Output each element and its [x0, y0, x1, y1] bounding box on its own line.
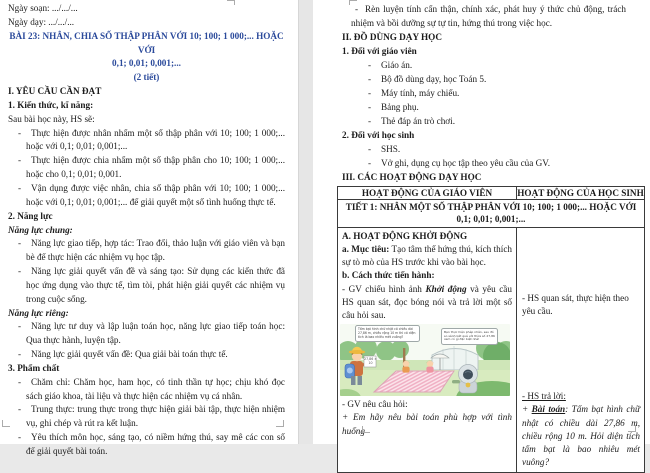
- heading-nang-luc: 2. Năng lực: [8, 210, 53, 221]
- paper-note-text: 27,86 × 10: [364, 357, 377, 366]
- page-left: [0, 0, 298, 456]
- crop-mark: [227, 0, 235, 5]
- speech-bubble-left: Tấm bạt hình chữ nhật có chiều dài 27,86 m, chiều rộng 10 m thì có diện tích là bao nhiêu mét vuông?: [355, 325, 420, 342]
- crop-mark: [362, 426, 370, 433]
- ngay-day-line: Ngày dạy: .../.../...: [8, 16, 75, 27]
- khoi-dong-emphasis: Khởi động: [425, 283, 467, 294]
- kt-bullet-1: - Thực hiện được nhân nhẩm một số thập phân với 10; 100; 1 000;... hoặc với 0,1; 0,01; 0,001;...: [8, 127, 285, 155]
- bai-toan-answer: [522, 403, 640, 469]
- hoc-sinh-cell: [517, 228, 644, 473]
- table-body-row: [338, 228, 644, 473]
- nl-chung-bullet-1: - Năng lực giao tiếp, hợp tác: Trao đổi, thảo luận với giáo viên và bạn bè để thực hiện các nhiệm vụ học tập.: [8, 237, 285, 265]
- col-header-hoc-sinh: HOẠT ĐỘNG CỦA HỌC SINH: [517, 188, 644, 198]
- crop-mark: [628, 425, 636, 432]
- muc-tieu-label: a. Mục tiêu:: [342, 244, 390, 255]
- kt-bullet-2: - Thực hiện được chia nhẩm một số thập phân cho 10; 100; 1 000;... hoặc cho 0,1; 0,01; 0,001.: [8, 154, 285, 182]
- crop-mark: [349, 0, 357, 5]
- lesson-title-line1: BÀI 23: NHÂN, CHIA SỐ THẬP PHÂN VỚI 10; 100; 1 000;... HOẶC VỚI: [9, 30, 284, 55]
- ngay-soan-line: Ngày soạn: .../.../...: [8, 3, 78, 13]
- cach-thuc-label: b. Cách thức tiến hành:: [342, 270, 435, 281]
- heading-pham-chat: 3. Phẩm chất: [8, 362, 60, 373]
- gv-chieu-line: [342, 283, 512, 323]
- giao-vien-cell: [338, 228, 517, 473]
- heading-hoat-dong: III. CÁC HOẠT ĐỘNG DẠY HỌC: [342, 172, 482, 182]
- gv-item: - Bảng phụ.: [342, 100, 626, 114]
- gv-item: - Máy tính, máy chiếu.: [342, 86, 626, 100]
- col-header-giao-vien: HOẠT ĐỘNG CỦA GIÁO VIÊN: [338, 187, 517, 199]
- khoi-dong-illustration: [340, 324, 510, 396]
- crop-mark: [276, 420, 284, 427]
- table-header-row: [338, 187, 644, 200]
- hoat-dong-khoi-dong-head: A. HOẠT ĐỘNG KHỞI ĐỘNG: [342, 230, 468, 241]
- intro-line: Sau bài học này, HS sẽ:: [8, 113, 95, 124]
- bai-toan-label: Bài toán: [531, 404, 566, 415]
- heading-do-dung: II. ĐỒ DÙNG DẠY HỌC: [342, 32, 442, 42]
- lesson-duration: (2 tiết): [133, 72, 160, 83]
- bai-toan-text: : Tấm bạt hình chữ nhật có chiều dài 27,86 m, chiều rộng 10 m. Hỏi diện tích tấm bạt là bao nhiêu mét vuông?: [522, 404, 641, 468]
- crop-mark: [2, 420, 10, 427]
- ren-luyen-bullet: - Rèn luyện tính cẩn thận, chính xác, phát huy ý thức chủ động, trách nhiệm và bồi dưỡng sự tự tin, hứng thú trong việc học.: [342, 2, 626, 30]
- doi-voi-hoc-sinh-label: 2. Đối với học sinh: [342, 130, 415, 140]
- hs-item: - SHS.: [342, 142, 626, 156]
- nl-rieng-bullet-1: - Năng lực tư duy và lập luận toán học, năng lực giao tiếp toán học: Qua thực hành, luyện tập.: [8, 320, 285, 348]
- gv-item: - Thẻ đáp án trò chơi.: [342, 114, 626, 128]
- page-right-content: [313, 0, 650, 184]
- page-left-content: [0, 0, 298, 459]
- gv-neu-line: - GV nêu câu hỏi:: [342, 399, 408, 410]
- speech-bubble-right: Bạn thực hiện phép nhân, sau đó so sánh kết quả với thừa số 27,86 xem có gì đặc biệt nhé!: [441, 328, 498, 344]
- kt-bullet-3: - Vận dụng được việc nhân, chia số thập phân với 10; 100; 1 000;... hoặc với 0,1; 0,01; 0,001;... để giải quyết một số tình huống thực tế.: [8, 182, 285, 210]
- tiet-1-row: TIẾT 1: NHÂN MỘT SỐ THẬP PHÂN VỚI 10; 100; 1 000;... HOẶC VỚI 0,1; 0,01; 0,001;...: [338, 200, 644, 228]
- gv-chieu-pre: - GV chiếu hình ảnh: [342, 283, 426, 294]
- doi-voi-giao-vien-label: 1. Đối với giáo viên: [342, 46, 417, 56]
- muc-tieu-line: [342, 243, 512, 269]
- bai-toan-plus: +: [522, 404, 532, 415]
- cau-hoi-line: + Em hãy nêu bài toán phù hợp với tình huống: [342, 412, 512, 436]
- heading-kien-thuc: 1. Kiến thức, kĩ năng:: [8, 99, 94, 110]
- pc-bullet-3: - Yêu thích môn học, sáng tạo, có niềm hứng thú, say mê các con số để giải quyết bài toán.: [8, 431, 285, 459]
- nang-luc-chung-label: Năng lực chung:: [8, 224, 73, 235]
- gv-item: - Giáo án.: [342, 58, 626, 72]
- nang-luc-rieng-label: Năng lực riêng:: [8, 307, 69, 318]
- lesson-title-line2: 0,1; 0,01; 0,001;...: [112, 58, 181, 69]
- hs-quan-sat-line: - HS quan sát, thực hiện theo yêu cầu.: [522, 292, 629, 317]
- gv-item: - Bộ đồ dùng dạy, học Toán 5.: [342, 72, 626, 86]
- nl-chung-bullet-2: - Năng lực giải quyết vấn đề và sáng tạo: Sử dụng các kiến thức đã học ứng dụng vào thực tế, tìm tòi, phát hiện giải quyết các nhiệm vụ trong cuộc sống.: [8, 265, 285, 307]
- muc-tieu-text: Tạo tâm thế hứng thú, kích thích sự tò mò của HS trước khi vào bài học.: [342, 244, 513, 268]
- heading-yeu-cau: I. YÊU CẦU CẦN ĐẠT: [8, 86, 102, 97]
- activities-table: [337, 186, 645, 473]
- nl-rieng-bullet-2: - Năng lực giải quyết vấn đề: Qua giải bài toán thực tế.: [8, 348, 285, 362]
- gv-chieu-post: và yêu cầu HS quan sát, đọc bóng nói và trả lời một số câu hỏi sau.: [342, 283, 512, 321]
- pc-bullet-2: - Trung thực: trung thực trong thực hiện giải bài tập, thực hiện nhiệm vụ, ghi chép và rút ra kết luận.: [8, 403, 285, 431]
- page-right: [313, 0, 650, 468]
- hs-item: - Vở ghi, dụng cụ học tập theo yêu cầu của GV.: [342, 156, 626, 170]
- pc-bullet-1: - Chăm chỉ: Chăm học, ham học, có tinh thần tự học; chịu khó đọc sách giáo khoa, tài liệu và thực hiện các nhiệm vụ cá nhân.: [8, 376, 285, 404]
- hs-tra-loi-line: - HS trả lời:: [522, 391, 566, 402]
